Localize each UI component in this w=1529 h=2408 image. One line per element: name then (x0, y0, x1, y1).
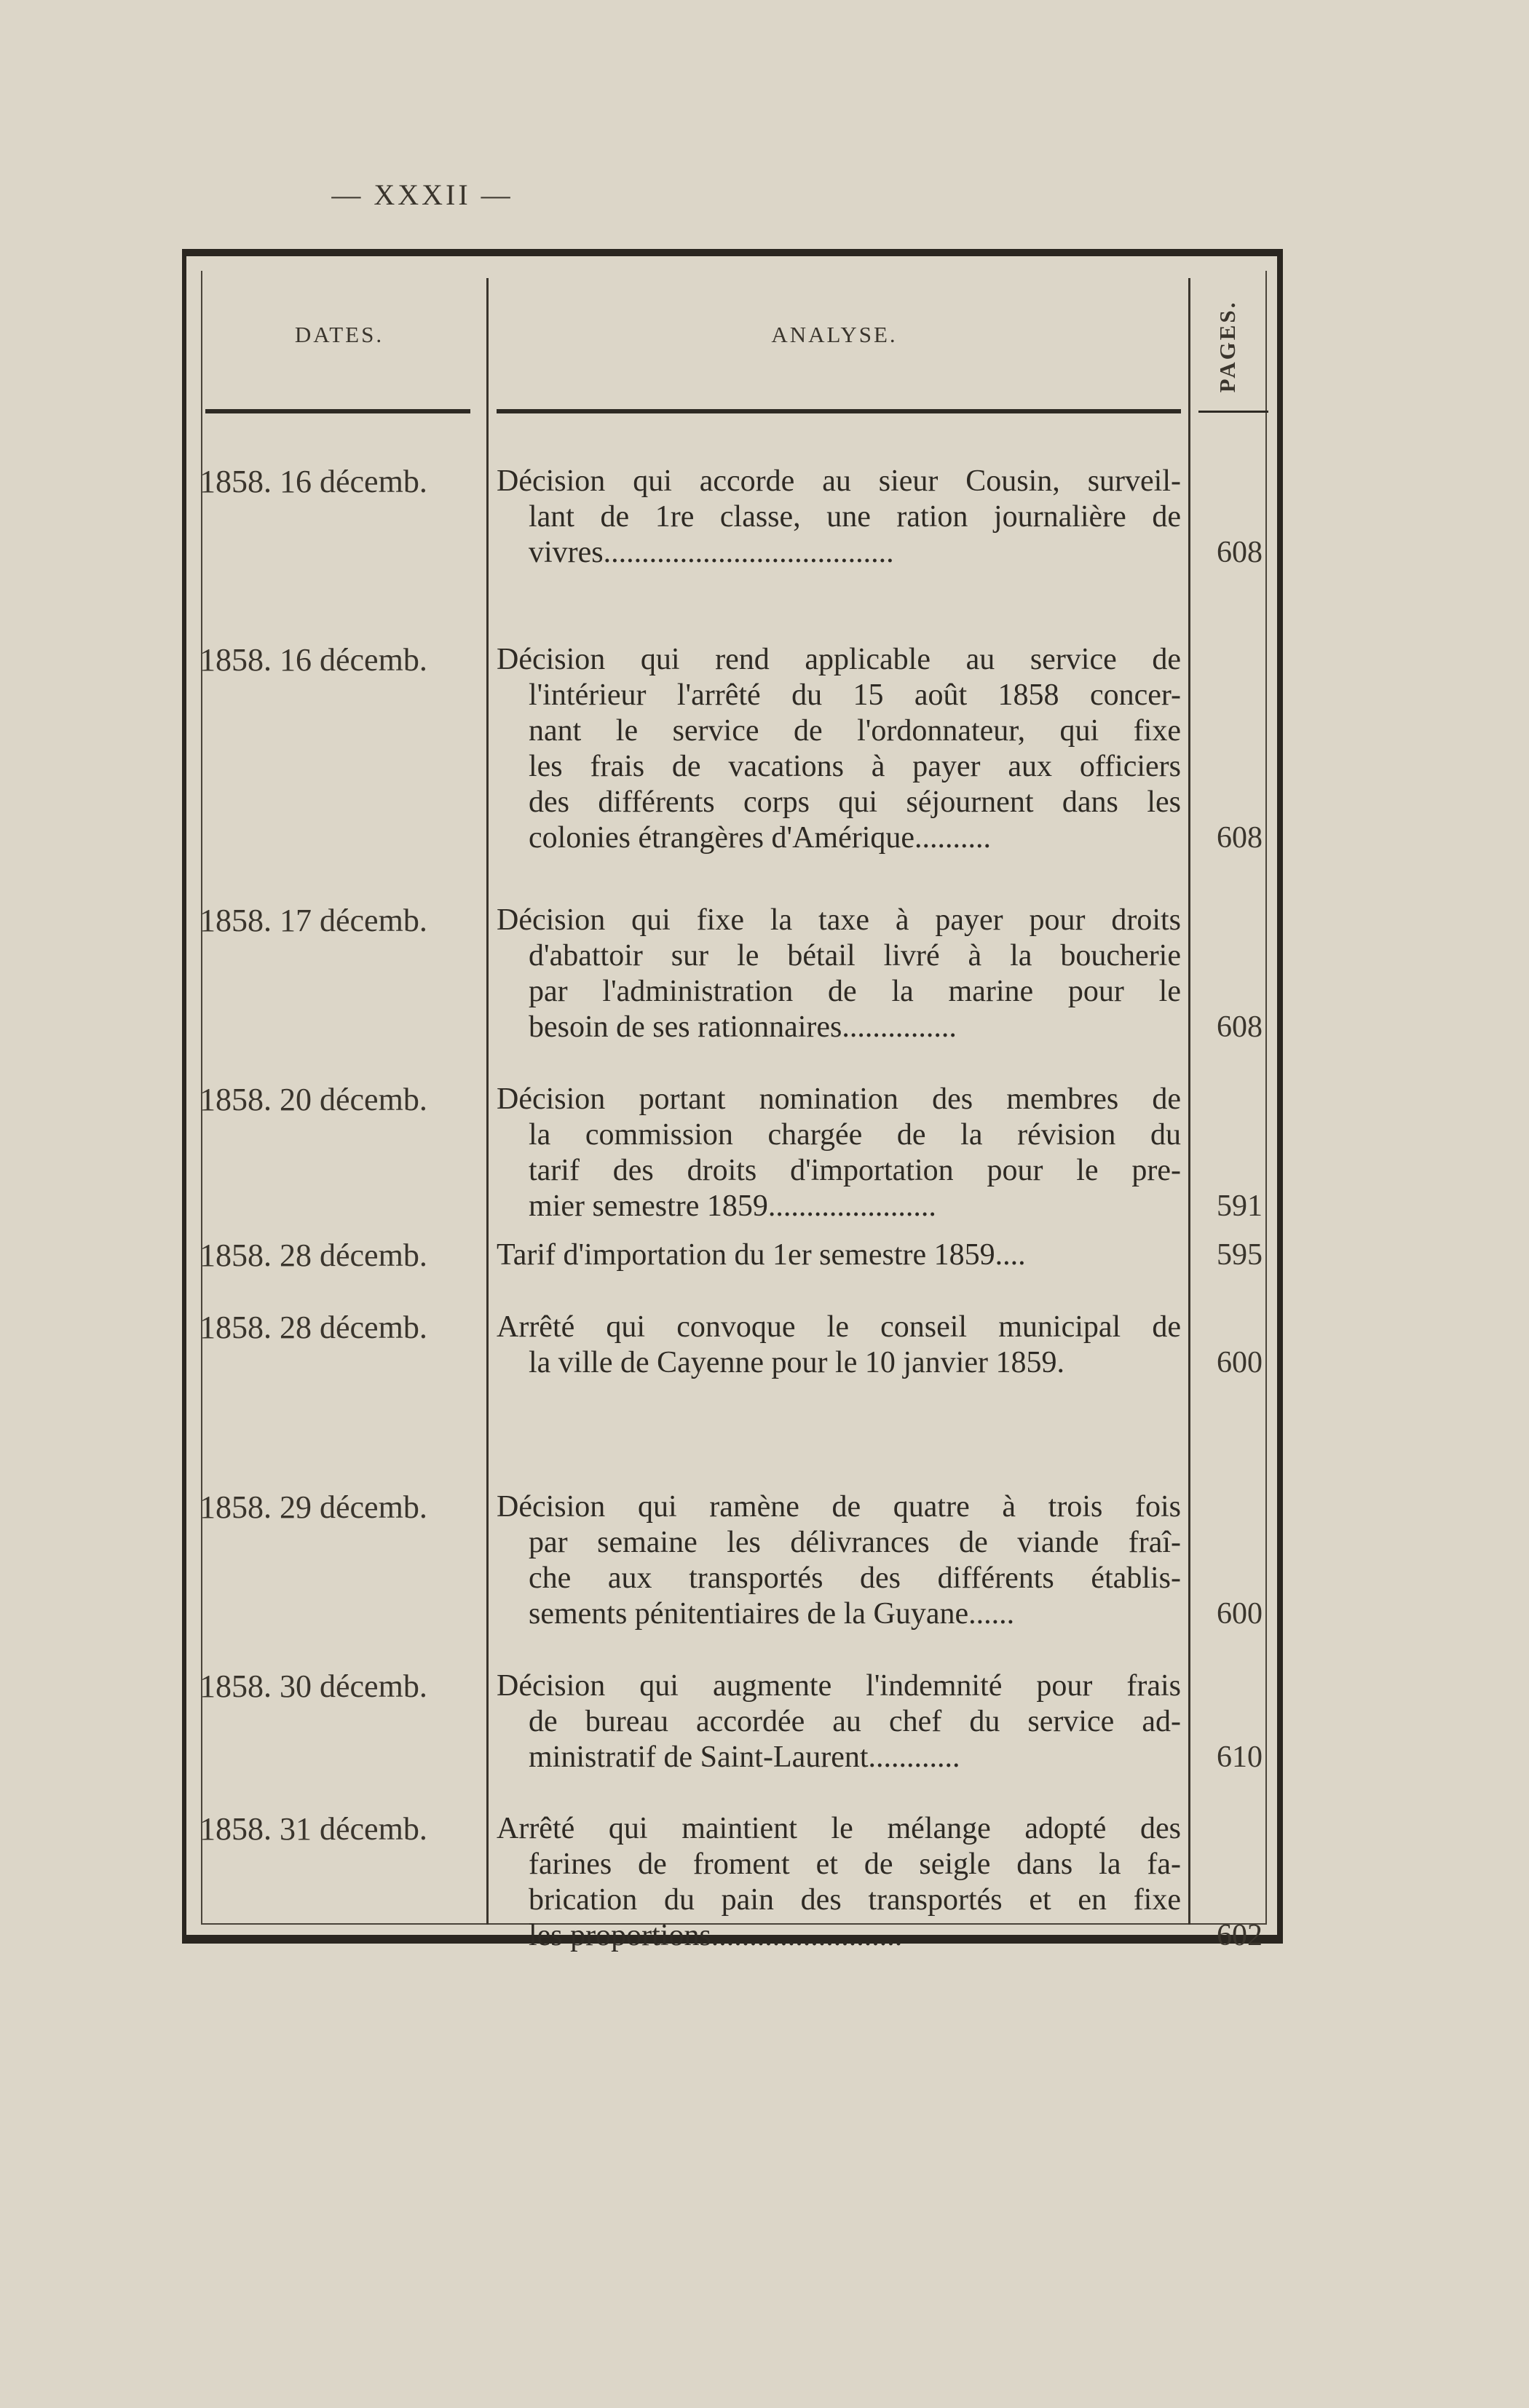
header-rule-analyse (497, 409, 1181, 413)
entry-date: 1858. 17 décemb. (199, 903, 427, 938)
analysis-line: Décision qui augmente l'indemnité pour frais (497, 1669, 1181, 1703)
analysis-line: Tarif d'importation du 1er semestre 1859.... (497, 1238, 1026, 1272)
column-divider-pages (1188, 278, 1190, 1925)
entry-analysis (497, 903, 1181, 1045)
entry-page-number: 608 (1217, 1010, 1263, 1044)
analysis-line: par semaine les délivrances de viande fraî- (529, 1526, 1181, 1559)
analysis-line: Décision qui ramène de quatre à trois fois (497, 1490, 1181, 1524)
header-pages (1191, 281, 1264, 412)
header-dates: DATES. (294, 322, 384, 347)
analysis-line: tarif des droits d'importation pour le pre- (529, 1154, 1181, 1187)
analysis-line: les frais de vacations à payer aux officiers (529, 750, 1181, 783)
column-divider-dates (486, 278, 489, 1925)
analysis-line: les proportions......................... (529, 1919, 903, 1952)
analysis-line: Décision qui rend applicable au service de (497, 643, 1181, 676)
header-rule-pages (1198, 411, 1268, 413)
entry-page-number: 600 (1217, 1346, 1263, 1379)
analysis-line: Décision qui accorde au sieur Cousin, surveil- (497, 464, 1181, 498)
analysis-line: ministratif de Saint-Laurent............ (529, 1740, 960, 1774)
entry-date: 1858. 30 décemb. (199, 1668, 427, 1704)
entry-page-number: 608 (1217, 536, 1263, 569)
entry-date: 1858. 16 décemb. (199, 642, 427, 678)
entry-page-number: 602 (1217, 1919, 1263, 1952)
entry-analysis (497, 1082, 1181, 1224)
entry-date: 1858. 29 décemb. (199, 1489, 427, 1525)
analysis-line: Décision qui fixe la taxe à payer pour droits (497, 903, 1181, 937)
entry-analysis (497, 464, 1181, 571)
entry-date: 1858. 28 décemb. (199, 1310, 427, 1345)
analysis-line: des différents corps qui séjournent dans les (529, 785, 1181, 819)
analysis-line: vivres...................................... (529, 536, 894, 569)
entry-analysis (497, 1489, 1181, 1632)
entry-page-number: 610 (1217, 1740, 1263, 1774)
entry-date: 1858. 31 décemb. (199, 1811, 427, 1847)
analysis-line: la commission chargée de la révision du (529, 1118, 1181, 1152)
entry-date: 1858. 16 décemb. (199, 464, 427, 499)
entry-analysis (497, 1237, 1181, 1273)
entry-date: 1858. 28 décemb. (199, 1237, 427, 1273)
index-table (182, 249, 1283, 1952)
analysis-line: che aux transportés des différents établis- (529, 1561, 1181, 1595)
header-pages-label: PAGES. (1214, 300, 1240, 393)
entry-analysis (497, 1668, 1181, 1775)
entry-page-number: 591 (1217, 1189, 1263, 1223)
analysis-line: besoin de ses rationnaires............... (529, 1010, 957, 1044)
analysis-line: nant le service de l'ordonnateur, qui fixe (529, 714, 1181, 748)
entry-analysis (497, 1310, 1181, 1381)
entry-analysis (497, 642, 1181, 856)
analysis-line: Arrêté qui convoque le conseil municipal de (497, 1310, 1181, 1344)
entry-page-number: 595 (1217, 1238, 1263, 1272)
analysis-line: mier semestre 1859...................... (529, 1189, 936, 1223)
analysis-line: Arrêté qui maintient le mélange adopté des (497, 1812, 1181, 1845)
analysis-line: par l'administration de la marine pour le (529, 975, 1181, 1008)
analysis-line: lant de 1re classe, une ration journalière de (529, 500, 1181, 534)
analysis-line: de bureau accordée au chef du service ad- (529, 1705, 1181, 1738)
entry-analysis (497, 1811, 1181, 1954)
entry-page-number: 608 (1217, 821, 1263, 855)
analysis-line: farines de froment et de seigle dans la fa- (529, 1847, 1181, 1881)
analysis-line: l'intérieur l'arrêté du 15 août 1858 concer- (529, 678, 1181, 712)
page-number: — XXXII — (331, 178, 513, 211)
analysis-line: colonies étrangères d'Amérique.......... (529, 821, 992, 855)
entry-page-number: 600 (1217, 1597, 1263, 1631)
analysis-line: sements pénitentiaires de la Guyane...... (529, 1597, 1015, 1631)
header-analyse: ANALYSE. (771, 322, 898, 347)
header-rule-dates (205, 409, 470, 413)
analysis-line: brication du pain des transportés et en fixe (529, 1883, 1181, 1917)
analysis-line: d'abattoir sur le bétail livré à la boucherie (529, 939, 1181, 973)
entry-date: 1858. 20 décemb. (199, 1082, 427, 1117)
analysis-line: la ville de Cayenne pour le 10 janvier 1859. (529, 1346, 1064, 1379)
analysis-line: Décision portant nomination des membres de (497, 1082, 1181, 1116)
